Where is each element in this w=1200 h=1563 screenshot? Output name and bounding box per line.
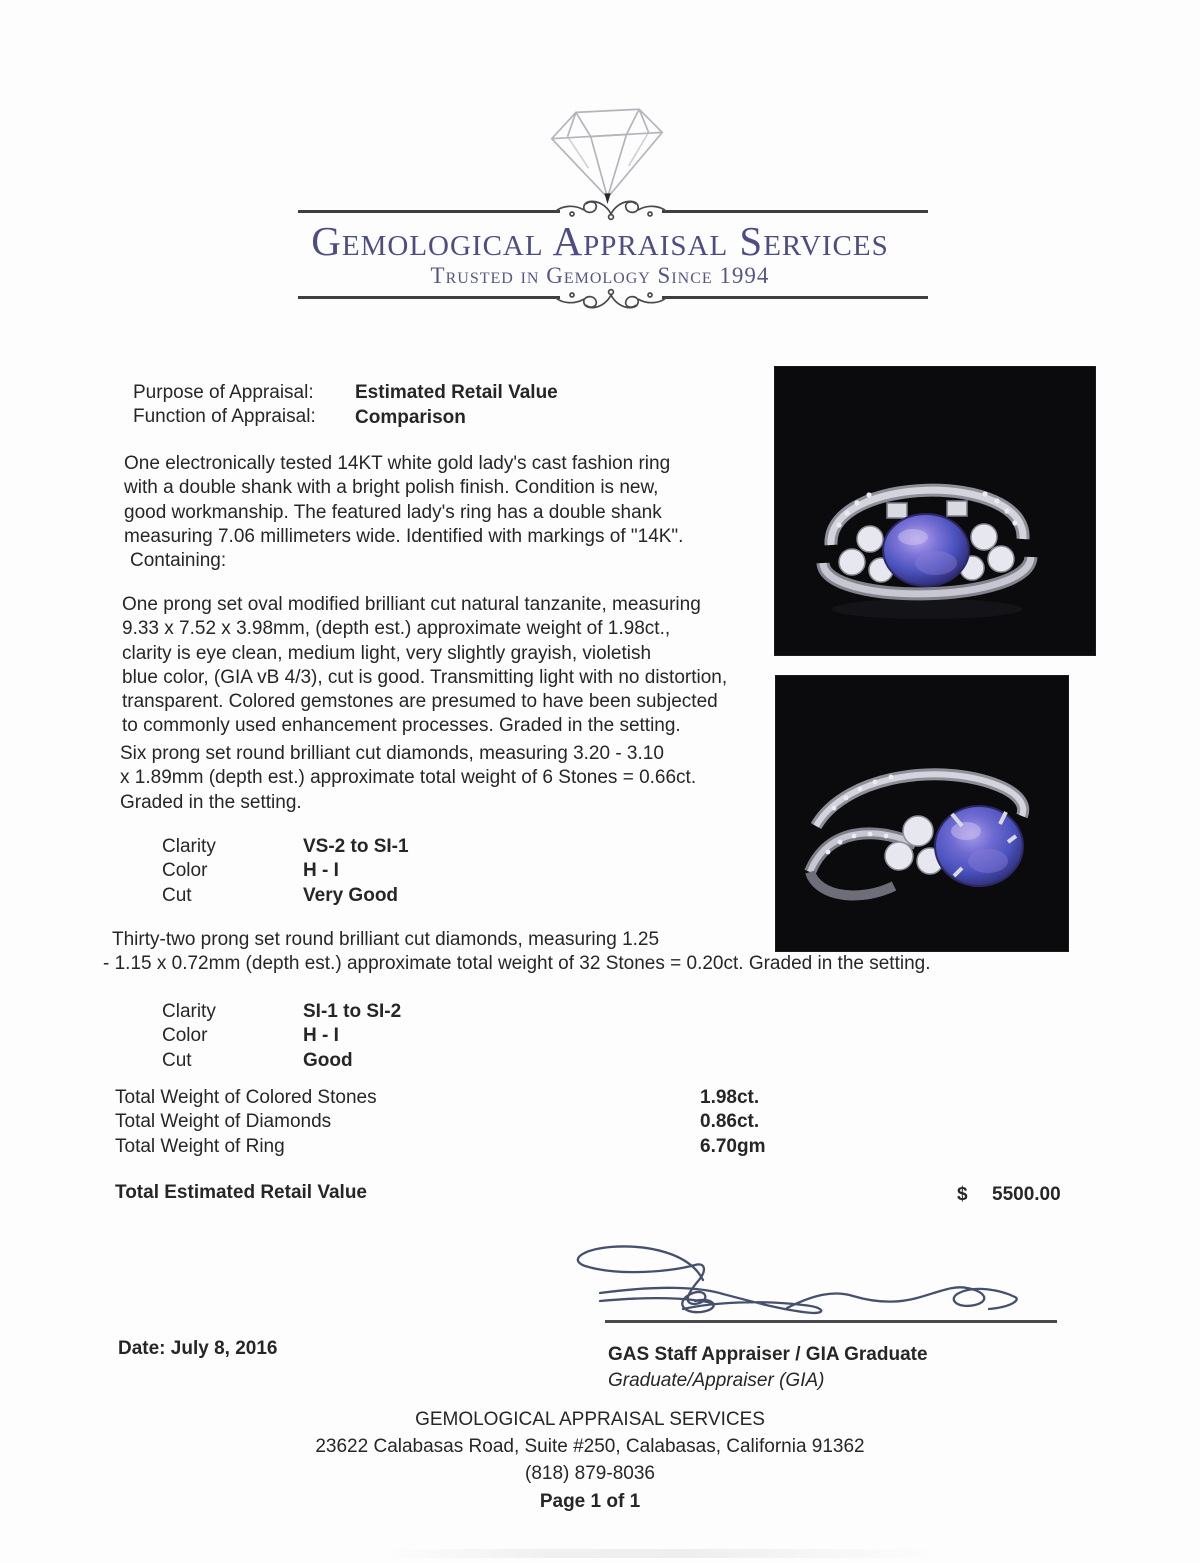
table-row (162, 859, 562, 883)
grading-label: Color (162, 860, 208, 882)
table-row (115, 1110, 1015, 1134)
table-row (115, 1135, 1015, 1159)
table-row (162, 1024, 562, 1048)
text-line: to commonly used enhancement processes. Graded in the setting. (122, 715, 681, 737)
grading-table-six (162, 835, 562, 908)
table-row (162, 835, 562, 859)
appraiser-title: GAS Staff Appraiser / GIA Graduate (608, 1344, 928, 1365)
date-label: Date: July 8, 2016 (118, 1338, 278, 1359)
header-rule-top-right (662, 210, 928, 213)
appraiser-signature (555, 1238, 1025, 1323)
footer-phone: (818) 879-8036 (525, 1463, 655, 1484)
grading-value: Very Good (303, 884, 399, 906)
purpose-value: Estimated Retail Value (355, 382, 558, 403)
text-line: blue color, (GIA vB 4/3), cut is good. Transmitting light with no distortion, (122, 666, 728, 688)
table-row (162, 884, 562, 908)
paragraph-tanzanite (122, 593, 727, 739)
grading-value: H - I (303, 860, 339, 882)
total-label: Total Weight of Diamonds (115, 1111, 332, 1133)
retail-value-label: Total Estimated Retail Value (115, 1182, 368, 1203)
grading-label: Color (162, 1025, 208, 1047)
grading-value: H - I (303, 1025, 339, 1047)
total-label: Total Weight of Ring (115, 1135, 285, 1157)
text-line: with a double shank with a bright polish finish. Condition is new, (124, 477, 659, 499)
total-label: Total Weight of Colored Stones (115, 1087, 377, 1108)
total-value: 6.70gm (700, 1135, 766, 1157)
grading-label: Cut (162, 1049, 192, 1071)
text-line: - 1.15 x 0.72mm (depth est.) approximate total weight of 32 Stones = 0.20ct. Graded in the setting. (103, 953, 931, 975)
scan-artifact (380, 1549, 940, 1558)
grading-value: Good (303, 1049, 353, 1071)
text-line: measuring 7.06 millimeters wide. Identified with markings of "14K". (124, 525, 684, 547)
ring-photo-side-view (776, 676, 1068, 951)
text-line: Thirty-two prong set round brilliant cut diamonds, measuring 1.25 (112, 929, 660, 950)
signature-line (605, 1320, 1057, 1323)
appraiser-subtitle: Graduate/Appraiser (GIA) (608, 1370, 825, 1391)
total-value: 1.98ct. (700, 1087, 760, 1108)
text-line: clarity is eye clean, medium light, very slightly grayish, violetish (122, 642, 652, 664)
text-line: Graded in the setting. (120, 791, 302, 813)
header-rule-bottom-left (298, 296, 560, 299)
company-tagline: Trusted in Gemology Since 1994 (430, 263, 770, 288)
total-value: 0.86ct. (700, 1111, 760, 1133)
footer-address: 23622 Calabasas Road, Suite #250, Calabasas, California 91362 (315, 1436, 865, 1457)
text-line: 9.33 x 7.52 x 3.98mm, (depth est.) approximate weight of 1.98ct., (122, 618, 671, 640)
table-row (115, 1086, 1015, 1110)
grading-label: Clarity (162, 836, 216, 857)
function-label: Function of Appraisal: (133, 406, 316, 427)
footer-company: GEMOLOGICAL APPRAISAL SERVICES (415, 1409, 765, 1430)
table-row (162, 1049, 562, 1073)
text-line: x 1.89mm (depth est.) approximate total weight of 6 Stones = 0.66ct. (120, 767, 697, 789)
table-row (162, 1000, 562, 1024)
text-line: Containing: (130, 550, 227, 572)
grading-value: VS-2 to SI-1 (303, 836, 409, 857)
text-line: good workmanship. The featured lady's ring has a double shank (124, 501, 662, 523)
company-title: Gemological Appraisal Services (311, 218, 889, 264)
grading-label: Cut (162, 884, 192, 906)
totals-table (115, 1086, 1015, 1159)
header-rule-top-left (298, 210, 560, 213)
grading-label: Clarity (162, 1001, 216, 1022)
grading-table-thirtytwo (162, 1000, 562, 1073)
currency-symbol: $ (957, 1184, 968, 1205)
text-line: One electronically tested 14KT white gold lady's cast fashion ring (124, 453, 671, 474)
retail-amount: 5500.00 (992, 1184, 1061, 1205)
text-line: transparent. Colored gemstones are presumed to have been subjected (122, 691, 718, 713)
paragraph-six-diamonds (120, 742, 696, 815)
flourish-ornament-bottom-icon (552, 283, 670, 315)
purpose-label: Purpose of Appraisal: (133, 382, 314, 403)
function-value: Comparison (355, 407, 466, 428)
ring-photo-front-view (775, 367, 1095, 655)
page-number: Page 1 of 1 (539, 1491, 641, 1512)
header-rule-bottom-right (662, 296, 928, 299)
grading-value: SI-1 to SI-2 (303, 1001, 402, 1022)
paragraph-intro (124, 452, 683, 573)
text-line: Six prong set round brilliant cut diamonds, measuring 3.20 - 3.10 (120, 743, 664, 764)
text-line: One prong set oval modified brilliant cut natural tanzanite, measuring (122, 594, 701, 615)
diamond-logo-icon (546, 105, 668, 205)
